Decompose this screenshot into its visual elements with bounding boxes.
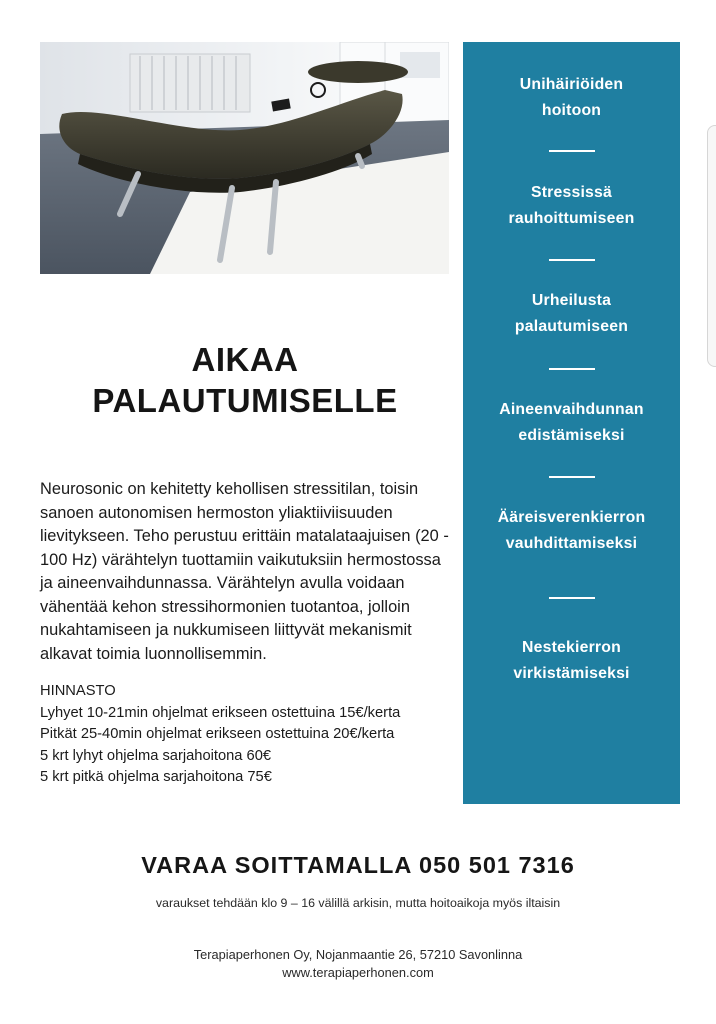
- benefit-item: [463, 397, 680, 449]
- benefit-line: Aineenvaihdunnan: [499, 401, 644, 418]
- call-to-action: VARAA SOITTAMALLA 050 501 7316: [141, 852, 575, 878]
- benefit-line: edistämiseksi: [518, 427, 625, 444]
- benefit-item: [463, 72, 680, 124]
- benefit-line: virkistämiseksi: [513, 665, 630, 682]
- price-list: [40, 681, 450, 789]
- page-title: [40, 340, 450, 421]
- title-line-1: AIKAA: [191, 341, 299, 378]
- divider: [549, 368, 595, 370]
- benefit-line: palautumiseen: [514, 318, 629, 335]
- scroll-edge-handle: [707, 125, 716, 367]
- description-paragraph: Neurosonic on kehitetty kehollisen stressitilan, toisin sanoen autonomisen hermoston yliaktiiviisuuden lievitykseen. Teho perustuu erittäin matalataajuisen (20 - 100 Hz) värähtelyn tuottamiin vaikutuksiin hermostossa ja aineenvaihdunnassa. Värähtelyn avulla voidaan vähentää kehon stressihormonien tuotantoa, jolloin nukahtamiseen ja nukkumiseen liittyvät mekanismit alkavat toimia luonnollisemmin.: [40, 480, 449, 663]
- lounger-photo: [40, 42, 449, 274]
- price-item: 5 krt lyhyt ohjelma sarjahoitona 60€: [40, 747, 272, 764]
- booking-note: varaukset tehdään klo 9 – 16 välillä arkisin, mutta hoitoaikoja myös iltaisin: [155, 896, 561, 910]
- benefit-line: Urheilusta: [531, 292, 612, 309]
- benefit-line: vauhdittamiseksi: [505, 535, 638, 552]
- benefit-line: hoitoon: [541, 102, 602, 119]
- benefit-line: Stressissä: [530, 184, 613, 201]
- benefit-line: Ääreisverenkierron: [497, 509, 646, 526]
- price-item: Pitkät 25-40min ohjelmat erikseen ostettuina 20€/kerta: [40, 726, 395, 742]
- benefit-item: [463, 505, 680, 557]
- divider: [549, 259, 595, 261]
- benefit-item: [463, 288, 680, 340]
- website-link[interactable]: www.terapiaperhonen.com: [282, 965, 434, 980]
- address-line: Terapiaperhonen Oy, Nojanmaantie 26, 57210 Savonlinna: [193, 947, 523, 962]
- price-item: Lyhyet 10-21min ohjelmat erikseen ostettuina 15€/kerta: [40, 704, 401, 721]
- benefit-line: Nestekierron: [522, 639, 621, 656]
- benefit-item: [463, 635, 680, 687]
- benefit-item: [463, 180, 680, 232]
- benefit-line: rauhoittumiseen: [508, 210, 635, 227]
- divider: [549, 150, 595, 152]
- benefits-sidebar: [463, 42, 680, 804]
- divider: [549, 476, 595, 478]
- divider: [549, 597, 595, 599]
- price-list-heading: HINNASTO: [40, 683, 116, 699]
- company-address: [0, 946, 716, 982]
- price-item: 5 krt pitkä ohjelma sarjahoitona 75€: [40, 769, 272, 785]
- title-line-2: PALAUTUMISELLE: [92, 381, 398, 419]
- benefit-line: Unihäiriöiden: [519, 76, 624, 93]
